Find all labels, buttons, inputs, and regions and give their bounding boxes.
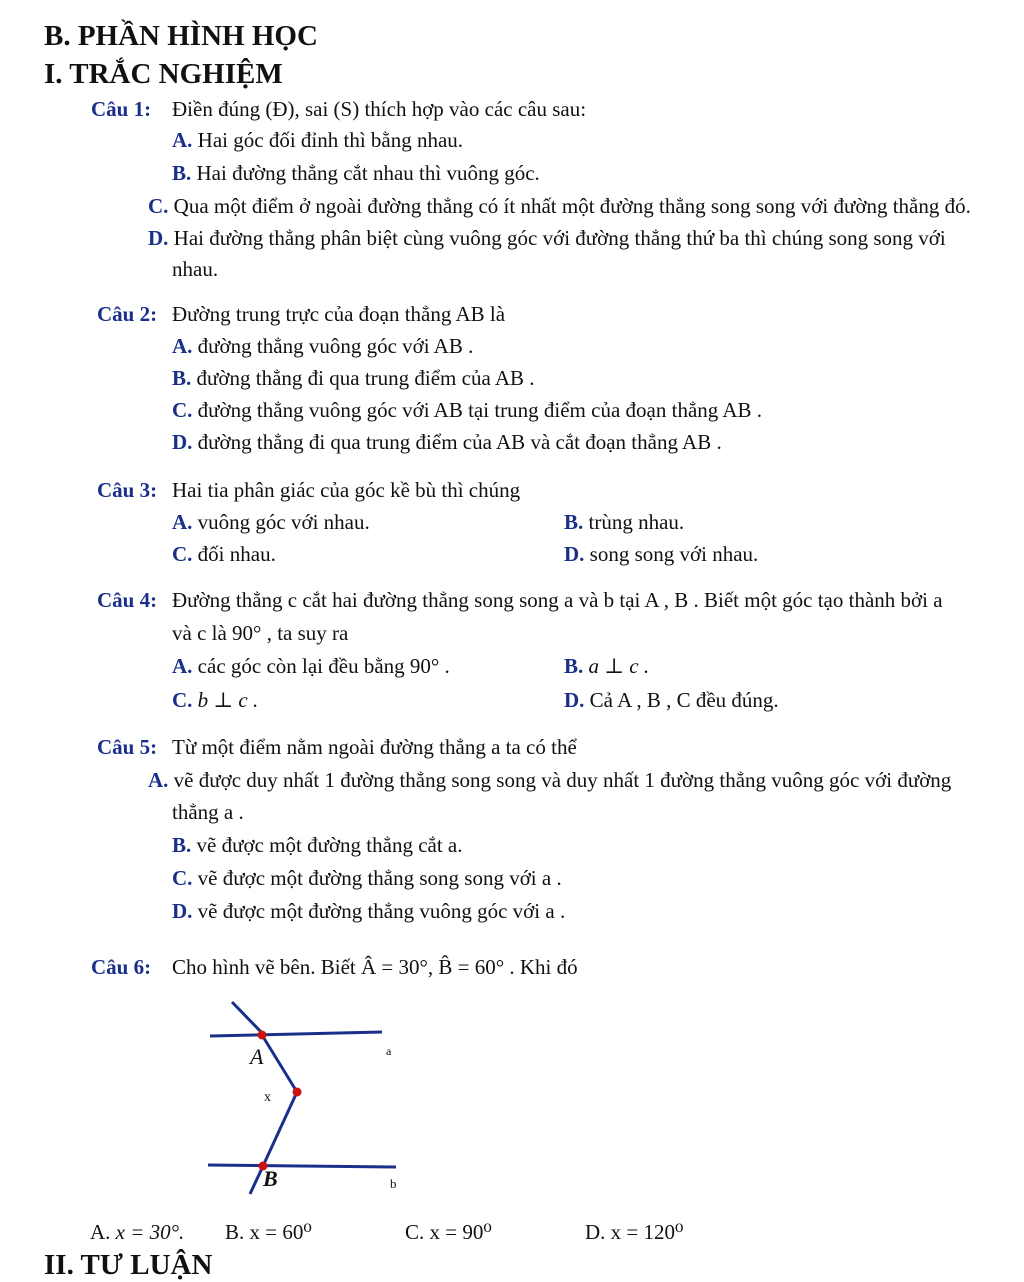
point-a-marker — [258, 1031, 267, 1040]
geometry-figure — [200, 990, 430, 1200]
q1-option-c — [148, 194, 971, 219]
q6-option-d-text: x = 120⁰ — [610, 1220, 684, 1244]
question-1-label: Câu 1: — [91, 97, 152, 121]
q3-option-b — [564, 510, 684, 535]
q6-option-d-letter: D. — [585, 1220, 606, 1244]
segment-a-to-x — [262, 1035, 297, 1092]
q3-option-d-letter: D. — [564, 542, 585, 566]
q2-option-b — [172, 366, 535, 391]
q4-option-c-text: b ⊥ c . — [197, 688, 259, 712]
q3-option-c-letter: C. — [172, 542, 193, 566]
q2-option-c — [172, 398, 762, 423]
q4-option-b-letter: B. — [564, 654, 584, 678]
q2-option-b-text: đường thẳng đi qua trung điểm của AB . — [196, 366, 535, 390]
point-x-marker — [293, 1088, 302, 1097]
label-point-b: B — [263, 1166, 278, 1191]
question-6-label: Câu 6: — [91, 955, 152, 979]
q2-option-d — [172, 430, 722, 455]
q2-option-a — [172, 334, 473, 359]
q3-option-d — [564, 542, 758, 567]
section-ii-heading: II. TƯ LUẬN — [44, 1249, 213, 1281]
q3-option-b-text: trùng nhau. — [588, 510, 685, 534]
question-4-text-continuation: và c là 90° , ta suy ra — [172, 621, 349, 645]
q6-option-b-letter: B. — [225, 1220, 245, 1244]
q4-option-a-letter: A. — [172, 654, 193, 678]
q4-option-b — [564, 654, 649, 679]
question-3-text: Hai tia phân giác của góc kề bù thì chúng — [172, 478, 521, 502]
question-6-text: Cho hình vẽ bên. Biết Â = 30°, B̂ = 60° . Khi đó — [172, 955, 578, 979]
q5-option-a-text: vẽ được duy nhất 1 đường thẳng song song và duy nhất 1 đường thẳng vuông góc với đường — [173, 768, 952, 792]
q6-option-a — [90, 1220, 184, 1245]
section-i-heading: I. TRẮC NGHIỆM — [44, 58, 283, 90]
q5-option-b-letter: B. — [172, 833, 192, 857]
line-b — [208, 1165, 396, 1167]
q5-option-b-text: vẽ được một đường thẳng cắt a. — [196, 833, 463, 857]
q4-option-c — [172, 688, 258, 713]
question-3-label: Câu 3: — [97, 478, 158, 502]
q3-option-b-letter: B. — [564, 510, 584, 534]
q3-option-d-text: song song với nhau. — [589, 542, 759, 566]
q1-option-c-text: Qua một điểm ở ngoài đường thẳng có ít nhất một đường thẳng song song với đường thẳng đó. — [173, 194, 971, 218]
q6-option-a-text: x = 30°. — [115, 1220, 185, 1244]
q1-option-a-text: Hai góc đối đỉnh thì bằng nhau. — [197, 128, 464, 152]
q5-option-c — [172, 866, 562, 891]
q3-option-a — [172, 510, 370, 535]
q5-option-c-letter: C. — [172, 866, 193, 890]
q3-option-c-text: đối nhau. — [197, 542, 276, 566]
q1-option-d-continuation: nhau. — [172, 257, 219, 281]
section-b-heading: B. PHẦN HÌNH HỌC — [44, 20, 318, 52]
q5-option-d-letter: D. — [172, 899, 193, 923]
q2-option-d-text: đường thẳng đi qua trung điểm của AB và cắt đoạn thẳng AB . — [197, 430, 722, 454]
q4-option-a — [172, 654, 450, 679]
q4-option-d-text: Cả A , B , C đều đúng. — [589, 688, 779, 712]
transversal-top-segment — [232, 1002, 264, 1035]
q6-option-b-text: x = 60⁰ — [249, 1220, 312, 1244]
q2-option-c-text: đường thẳng vuông góc với AB tại trung điểm của đoạn thẳng AB . — [197, 398, 763, 422]
q1-option-d-text: Hai đường thẳng phân biệt cùng vuông góc với đường thẳng thứ ba thì chúng song song với — [173, 226, 946, 250]
question-1-text: Điền đúng (Đ), sai (S) thích hợp vào các câu sau: — [172, 97, 587, 121]
q2-option-c-letter: C. — [172, 398, 193, 422]
q1-option-c-letter: C. — [148, 194, 169, 218]
q1-option-b — [172, 161, 540, 186]
label-line-b: b — [390, 1176, 397, 1191]
transversal-bottom-segment — [250, 1166, 263, 1194]
q6-option-a-letter: A. — [90, 1220, 111, 1244]
q1-option-b-text: Hai đường thẳng cắt nhau thì vuông góc. — [196, 161, 540, 185]
label-point-a: A — [250, 1044, 264, 1069]
q3-option-a-text: vuông góc với nhau. — [197, 510, 370, 534]
q4-option-b-text: a ⊥ c . — [588, 654, 650, 678]
line-a — [210, 1032, 382, 1036]
q5-option-a-continuation: thẳng a . — [172, 800, 244, 824]
q1-option-a — [172, 128, 463, 153]
question-4-text: Đường thẳng c cắt hai đường thẳng song song a và b tại A , B . Biết một góc tạo thành bởi a — [172, 588, 943, 612]
question-2-label: Câu 2: — [97, 302, 158, 326]
q5-option-c-text: vẽ được một đường thẳng song song với a . — [197, 866, 562, 890]
question-4-label: Câu 4: — [97, 588, 158, 612]
q6-option-c-letter: C. — [405, 1220, 425, 1244]
q6-option-d — [585, 1220, 683, 1245]
q1-option-a-letter: A. — [172, 128, 193, 152]
q2-option-b-letter: B. — [172, 366, 192, 390]
q3-option-a-letter: A. — [172, 510, 193, 534]
q5-option-d — [172, 899, 565, 924]
q4-option-d-letter: D. — [564, 688, 585, 712]
q1-option-d-letter: D. — [148, 226, 169, 250]
label-angle-x: x — [264, 1090, 271, 1105]
q1-option-b-letter: B. — [172, 161, 192, 185]
q2-option-a-text: đường thẳng vuông góc với AB . — [197, 334, 474, 358]
q5-option-a — [148, 768, 951, 793]
q6-option-c — [405, 1220, 492, 1245]
question-5-label: Câu 5: — [97, 735, 158, 759]
q6-option-b — [225, 1220, 312, 1245]
question-2-text: Đường trung trực của đoạn thẳng AB là — [172, 302, 506, 326]
q1-option-d — [148, 226, 946, 251]
q4-option-c-letter: C. — [172, 688, 193, 712]
label-line-a: a — [386, 1044, 392, 1058]
q6-option-c-text: x = 90⁰ — [429, 1220, 492, 1244]
q2-option-d-letter: D. — [172, 430, 193, 454]
q5-option-d-text: vẽ được một đường thẳng vuông góc với a . — [197, 899, 566, 923]
q4-option-a-text: các góc còn lại đều bằng 90° . — [197, 654, 450, 678]
q2-option-a-letter: A. — [172, 334, 193, 358]
q5-option-a-letter: A. — [148, 768, 169, 792]
q3-option-c — [172, 542, 276, 567]
q5-option-b — [172, 833, 463, 858]
q4-option-d — [564, 688, 779, 713]
question-5-text: Từ một điểm nằm ngoài đường thẳng a ta có thể — [172, 735, 577, 759]
